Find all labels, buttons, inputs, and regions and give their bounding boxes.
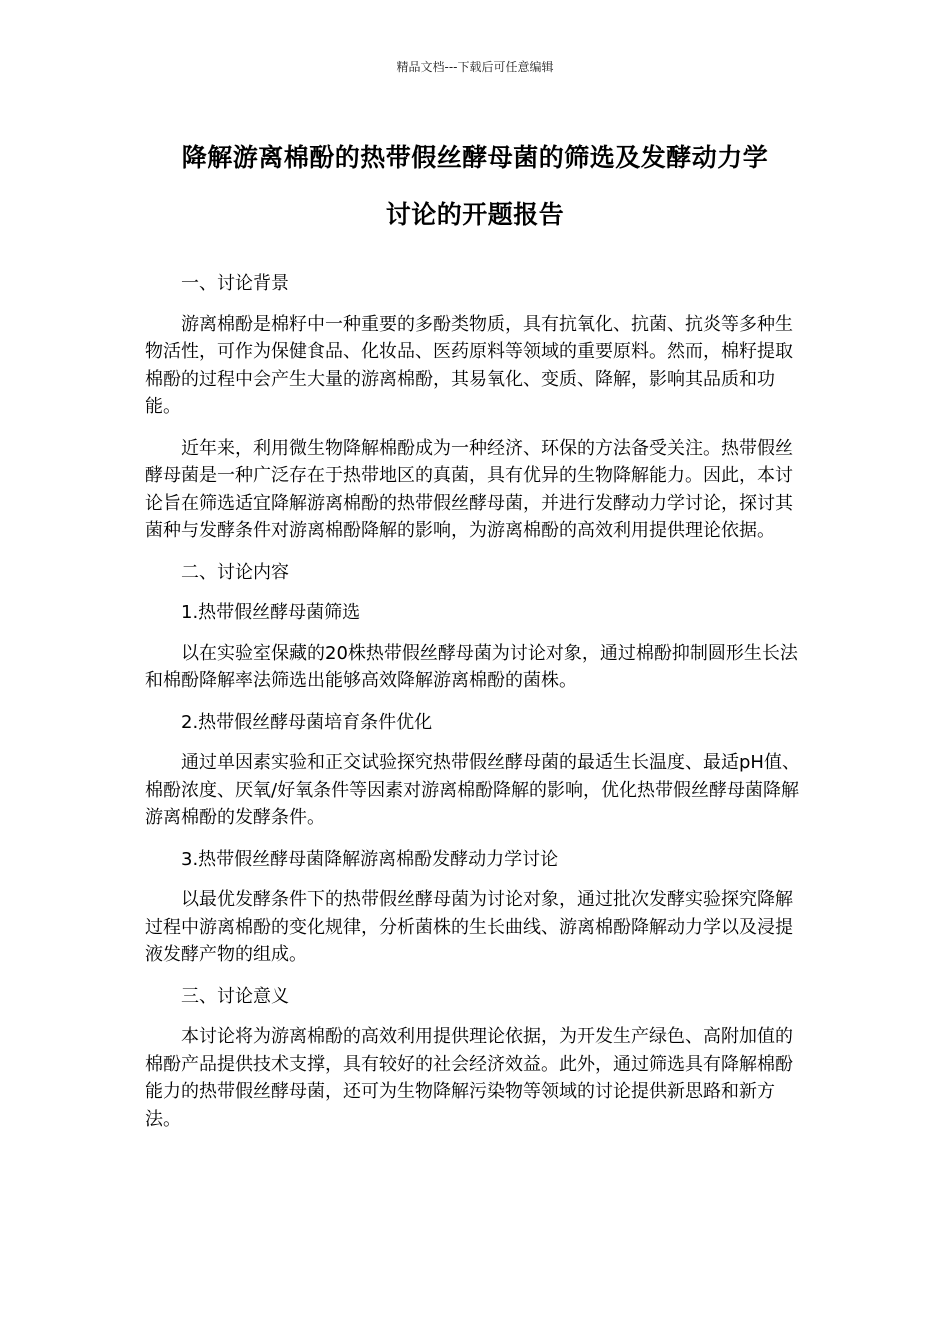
document-title-line1: 降解游离棉酚的热带假丝酵母菌的筛选及发酵动力学 <box>181 143 769 172</box>
paragraph-background-2: 近年来，利用微生物降解棉酚成为一种经济、环保的方法备受关注。热带假丝酵母菌是一种广泛存在于热带地区的真菌，具有优异的生物降解能力。因此，本讨论旨在筛选适宜降解游离棉酚的热带假丝酵母菌，并进行发酵动力学讨论，探讨其菌种与发酵条件对游离棉酚降解的影响，为游离棉酚的高效利用提供理论依据。 <box>145 437 793 541</box>
section-heading-content: 二、讨论内容 <box>181 561 289 583</box>
section-heading-significance: 三、讨论意义 <box>181 985 289 1007</box>
subsection-heading-screening: 1.热带假丝酵母菌筛选 <box>181 602 361 623</box>
subsection-heading-optimization: 2.热带假丝酵母菌培育条件优化 <box>181 711 433 733</box>
paragraph-background-1: 游离棉酚是棉籽中一种重要的多酚类物质，具有抗氧化、抗菌、抗炎等多种生物活性，可作为保健食品、化妆品、医药原料等领域的重要原料。然而，棉籽提取棉酚的过程中会产生大量的游离棉酚，其易氧化、变质、降解，影响其品质和功能。 <box>145 313 793 417</box>
subsection-heading-kinetics: 3.热带假丝酵母菌降解游离棉酚发酵动力学讨论 <box>181 848 559 870</box>
paragraph-optimization: 通过单因素实验和正交试验探究热带假丝酵母菌的最适生长温度、最适pH值、棉酚浓度、厌氧/好氧条件等因素对游离棉酚降解的影响，优化热带假丝酵母菌降解游离棉酚的发酵条件。 <box>145 752 800 828</box>
document-body <box>145 270 810 1147</box>
header-note: 精品文档---下载后可任意编辑 <box>396 60 554 74</box>
document-title-line2: 讨论的开题报告 <box>385 200 565 229</box>
section-heading-background: 一、讨论背景 <box>181 273 289 294</box>
paragraph-significance: 本讨论将为游离棉酚的高效利用提供理论依据，为开发生产绿色、高附加值的棉酚产品提供技术支撑，具有较好的社会经济效益。此外，通过筛选具有降解棉酚能力的热带假丝酵母菌，还可为生物降解污染物等领域的讨论提供新思路和新方法。 <box>145 1026 793 1130</box>
paragraph-kinetics: 以最优发酵条件下的热带假丝酵母菌为讨论对象，通过批次发酵实验探究降解过程中游离棉酚的变化规律，分析菌株的生长曲线、游离棉酚降解动力学以及浸提液发酵产物的组成。 <box>145 889 793 965</box>
paragraph-screening: 以在实验室保藏的20株热带假丝酵母菌为讨论对象，通过棉酚抑制圆形生长法和棉酚降解率法筛选出能够高效降解游离棉酚的菌株。 <box>145 642 798 691</box>
